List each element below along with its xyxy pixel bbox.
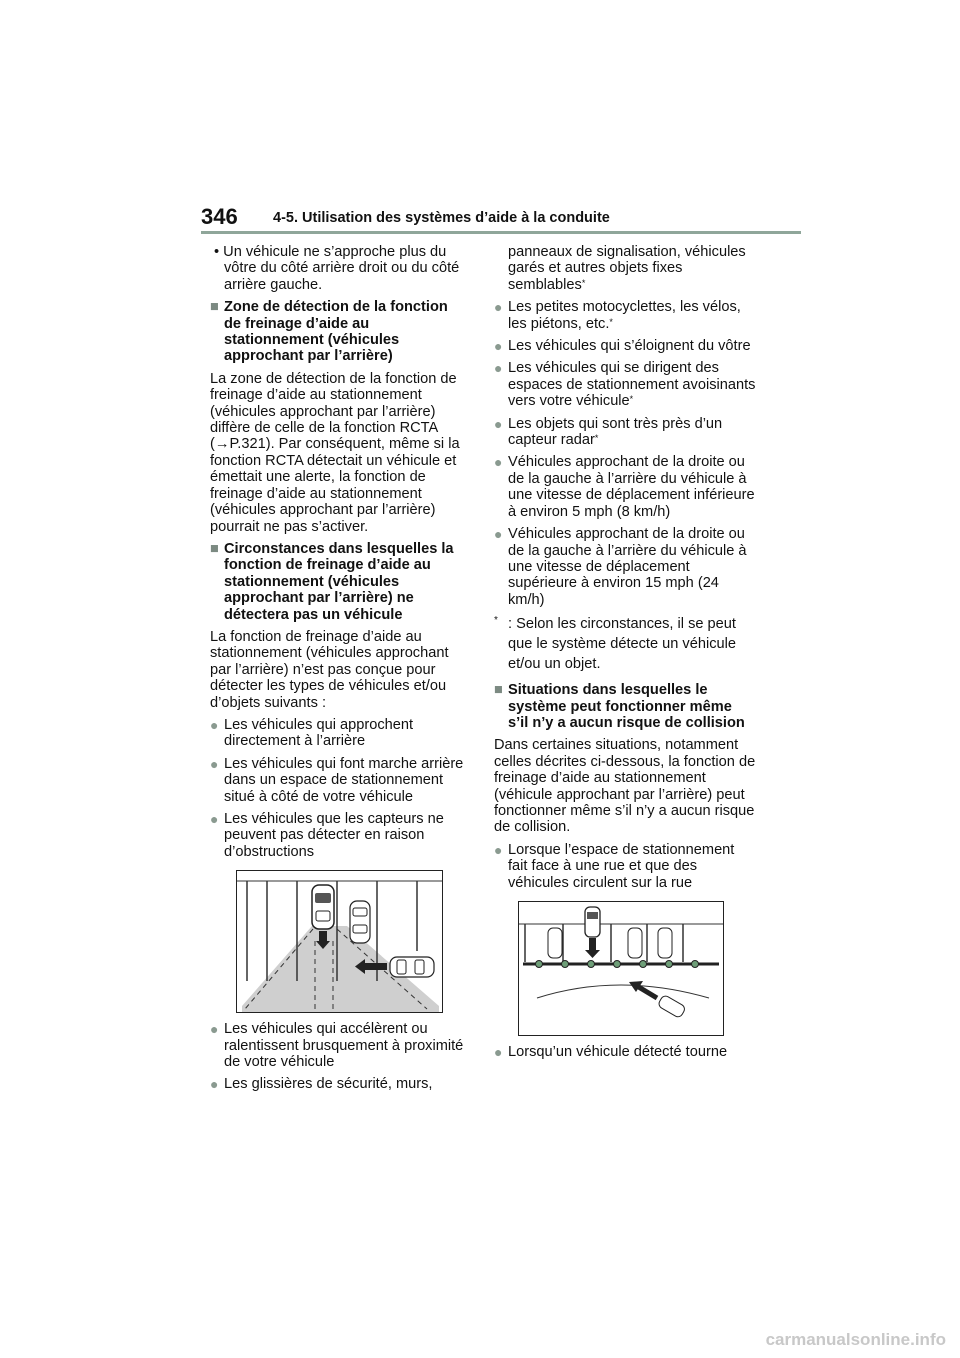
street-parking-illustration: [518, 901, 724, 1036]
parking-diagram: [237, 871, 443, 1013]
parking-detection-illustration: [236, 870, 443, 1013]
footnote: * : Selon les circonstances, il se peut que le système détecte un véhicule et/ou un objet.: [494, 615, 736, 673]
own-car-icon: [585, 907, 600, 958]
list-item: ● Les véhicules que les capteurs ne peuvent pas détecter en raison d’obstructions: [210, 811, 444, 860]
arrow-icon: [629, 981, 657, 998]
header-rule: [201, 231, 801, 234]
page-number: 346: [201, 204, 238, 229]
section-heading: ■ Circonstances dans lesquelles la fonction de freinage d’aide au stationnement (véhicules approchant par l’arrière) ne détectera pas un véhicule: [210, 540, 454, 623]
watermark: carmanualsonline.info: [765, 1330, 946, 1349]
list-item: ● Véhicules approchant de la droite ou de la gauche à l’arrière du véhicule à une vitesse de déplacement supérieure à environ 15 mph (24 km/h): [494, 526, 747, 608]
approaching-car-icon: [390, 957, 434, 977]
list-item: ● Les glissières de sécurité, murs,: [210, 1076, 433, 1093]
parked-car-icon: [350, 901, 370, 943]
list-item: ● Les véhicules qui se dirigent des espaces de stationnement avoisinants vers votre véhicule*: [494, 360, 756, 410]
list-item: ● Les petites motocyclettes, les vélos, les piétons, etc.*: [494, 299, 741, 332]
list-item: ● Lorsque l’espace de stationnement fait face à une rue et que des véhicules circulent sur la rue: [494, 841, 735, 891]
dash-item: • Un véhicule ne s’approche plus du vôtre du côté arrière droit ou du côté arrière gauche.: [214, 244, 460, 293]
street-diagram: [519, 902, 724, 1036]
list-item: ● Véhicules approchant de la droite ou de la gauche à l’arrière du véhicule à une vitesse de déplacement inférieure à environ 5 mph (8 km/h): [494, 454, 755, 520]
right-column: [494, 244, 756, 1066]
section-heading: ■ Situations dans lesquelles le système peut fonctionner même s’il n’y a aucun risque de collision: [494, 682, 745, 731]
paragraph: La fonction de freinage d’aide au stationnement (véhicules approchant par l’arrière) n’est pas conçue pour détecter les types de véhicules et/ou d’objets suivants :: [210, 628, 449, 711]
paragraph: Dans certaines situations, notamment celles décrites ci-dessous, la fonction de freinage d’aide au stationnement (véhicule approchant par l’arrière) peut fonctionner même s’il n’y a aucun risque de collision.: [494, 737, 756, 836]
list-item: ● Les véhicules qui accélèrent ou ralentissent brusquement à proximité de votre véhicule: [210, 1021, 464, 1071]
list-item: ● Les véhicules qui s’éloignent du vôtre: [494, 338, 751, 355]
list-item: ● Lorsqu’un véhicule détecté tourne: [494, 1044, 728, 1060]
chapter-title: 4-5. Utilisation des systèmes d’aide à la conduite: [273, 210, 610, 226]
paragraph-continued: panneaux de signalisation, véhicules garés et autres objets fixes semblables*: [508, 244, 746, 293]
list-item: ● Les véhicules qui approchent directement à l’arrière: [210, 716, 414, 750]
paragraph: La zone de détection de la fonction de freinage d’aide au stationnement (véhicules approchant par l’arrière) diffère de celle de la fonction RCTA (→P.321). Par conséquent, même si la fonction RCTA détectait un véhicule et émettait une alerte, la fonction de freinage d’aide au stationnement (véhicules approchant par l’arrière) pourrait ne pas s’activer.: [210, 370, 460, 535]
list-item: ● Les objets qui sont très près d’un capteur radar*: [494, 415, 723, 449]
section-heading: ■ Zone de détection de la fonction de freinage d’aide au stationnement (véhicules approchant par l’arrière): [210, 299, 448, 365]
list-item: ● Les véhicules qui font marche arrière dans un espace de stationnement situé à côté de votre véhicule: [210, 755, 464, 805]
parked-car-icon: [548, 928, 672, 958]
page-header: [201, 200, 801, 234]
approaching-car-icon: [657, 994, 686, 1018]
own-car-icon: [312, 885, 334, 929]
left-column: [210, 244, 468, 1099]
